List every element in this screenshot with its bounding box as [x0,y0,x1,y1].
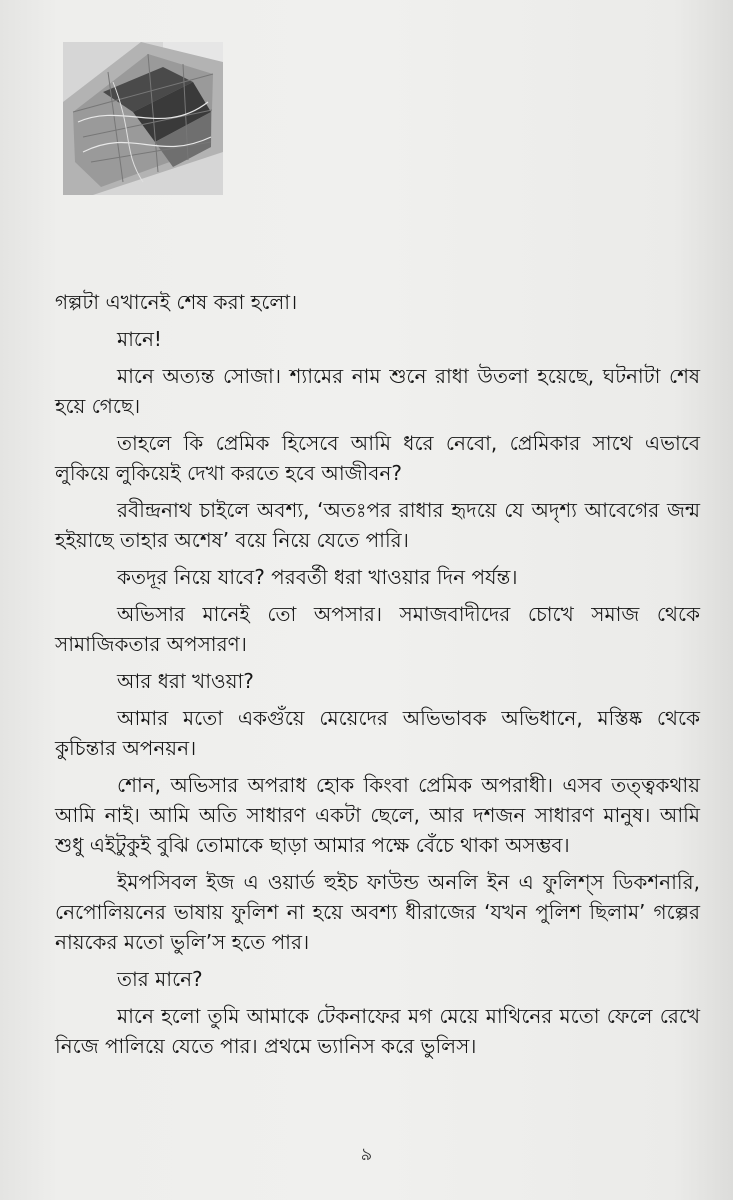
paragraph: শোন, অভিসার অপরাধ হোক কিংবা প্রেমিক অপরাধী। এসব তত্ত্বকথায় আমি নাই। আমি অতি সাধারণ একটা ছেলে, আর দশজন সাধারণ মানুষ। আমি শুধু এইটুকুই বুঝি তোমাকে ছাড়া আমার পক্ষে বেঁচে থাকা অসম্ভব। [55,773,700,857]
paragraph: তার মানে? [117,967,203,991]
paragraph: তাহলে কি প্রেমিক হিসেবে আমি ধরে নেবো, প্রেমিকার সাথে এভাবে লুকিয়ে লুকিয়েই দেখা করতে হবে আজীবন? [55,431,700,485]
story-text [55,287,700,1068]
page-number: ৯ [360,1144,373,1165]
paragraph: রবীন্দ্রনাথ চাইলে অবশ্য, ‘অতঃপর রাধার হৃদয়ে যে অদৃশ্য আবেগের জন্ম হইয়াছে তাহার অশেষ’ বয়ে নিয়ে যেতে পারি। [55,498,700,552]
paragraph: কতদূর নিয়ে যাবে? পরবর্তী ধরা খাওয়ার দিন পর্যন্ত। [117,565,518,589]
paragraph: মানে অত্যন্ত সোজা। শ্যামের নাম শুনে রাধা উতলা হয়েছে, ঘটনাটা শেষ হয়ে গেছে। [55,364,700,418]
chapter-photo [63,42,223,195]
paragraph: মানে হলো তুমি আমাকে টেকনাফের মগ মেয়ে মাথিনের মতো ফেলে রেখে নিজে পালিয়ে যেতে পার। প্রথমে ভ্যানিস করে ভুলিস। [55,1004,700,1058]
paragraph: মানে! [117,327,162,351]
paragraph: ইমপসিবল ইজ এ ওয়ার্ড হুইচ ফাউন্ড অনলি ইন এ ফুলিশ্‌স ডিকশনারি, নেপোলিয়নের ভাষায় ফুলিশ না হয়ে অবশ্য ধীরাজের ‘যখন পুলিশ ছিলাম’ গল্পের নায়কের মতো ভুলি’স হতে পার। [55,870,700,954]
paragraph: গল্পটা এখানেই শেষ করা হলো। [55,290,298,314]
paragraph: অভিসার মানেই তো অপসার। সমাজবাদীদের চোখে সমাজ থেকে সামাজিকতার অপসারণ। [55,602,700,656]
paragraph: আর ধরা খাওয়া? [117,669,254,693]
paragraph: আমার মতো একগুঁয়ে মেয়েদের অভিভাবক অভিধানে, মস্তিষ্ক থেকে কুচিন্তার অপনয়ন। [55,706,700,760]
